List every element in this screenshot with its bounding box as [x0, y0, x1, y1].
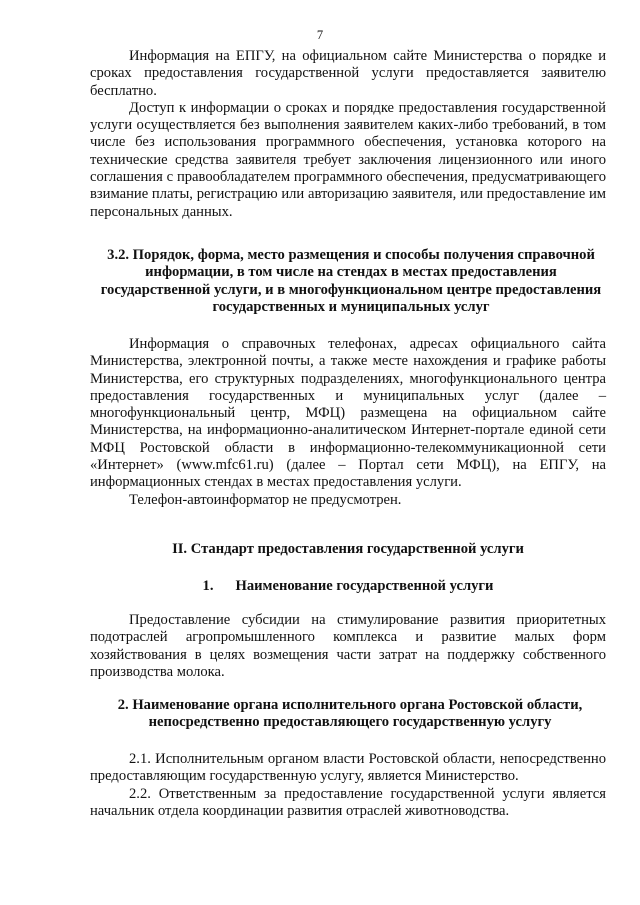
paragraph-reference-info: Информация о справочных телефонах, адресах официального сайта Министерства, электронной почты, а также месте нахождения и графике работы Министерства, его структурных подразделениях, многофункционального центра предоставления государственных и муниципальных услуг (далее – многофункциональный центр, МФЦ) размещена на официальном сайте Министерства, на информационно-аналитическом Интернет-портале единой сети МФЦ Ростовской области в информационно-телекоммуникационной сети «Интернет» (www.mfc61.ru) (далее – Портал сети МФЦ), на ЕПГУ, на информационных стендах в местах предоставления услуги. [90, 336, 606, 491]
heading-1 [90, 578, 606, 595]
page-number: 7 [316, 28, 324, 42]
body-column-top [90, 48, 606, 221]
heading-2: 2. Наименование органа исполнительного органа Ростовской области, непосредственно предоставляющего государственную услугу [117, 697, 583, 731]
heading-1-text: Наименование государственной услуги [235, 578, 494, 594]
body-column-service [90, 612, 606, 681]
body-column-mid [90, 336, 606, 509]
heading-3-2-block [96, 247, 606, 316]
paragraph-2-1: 2.1. Исполнительным органом власти Ростовской области, непосредственно предоставляющим государственную услугу, является Министерство. [90, 751, 606, 785]
paragraph-2-2: 2.2. Ответственным за предоставление государственной услуги является начальник отдела координации развития отраслей животноводства. [90, 785, 606, 819]
paragraph-autoinformer: Телефон-автоинформатор не предусмотрен. [129, 491, 402, 508]
heading-2-block [110, 697, 590, 732]
body-column-bottom [90, 751, 606, 820]
paragraph-access-info: Доступ к информации о сроках и порядке предоставления государственной услуги осуществляется без выполнения заявителем каких-либо требований, в том числе без использования программного обеспечения, установка которого на технические средства заявителя требует заключения лицензионного или иного соглашения с правообладателем программного обеспечения, предусматривающего взимание платы, регистрацию или авторизацию заявителя, или предоставление им персональных данных. [90, 99, 606, 220]
section-2-heading: II. Стандарт предоставления государственной услуги [172, 541, 524, 557]
heading-1-block [90, 578, 606, 595]
section-2-heading-block [90, 541, 606, 558]
paragraph-epgu-info: Информация на ЕПГУ, на официальном сайте Министерства о порядке и сроках предоставления государственной услуги предоставляется заявителю бесплатно. [90, 48, 606, 99]
heading-1-number: 1. [202, 578, 214, 594]
paragraph-service-name: Предоставление субсидии на стимулирование развития приоритетных подотраслей агропромышленного комплекса и развитие малых форм хозяйствования в целях возмещения части затрат на поддержку собственного производства молока. [90, 612, 606, 680]
heading-3-2: 3.2. Порядок, форма, место размещения и способы получения справочной информации, в том числе на стендах в местах предоставления государственной услуги, и в многофункциональном центре предоставления государственных и муниципальных услуг [100, 247, 602, 315]
